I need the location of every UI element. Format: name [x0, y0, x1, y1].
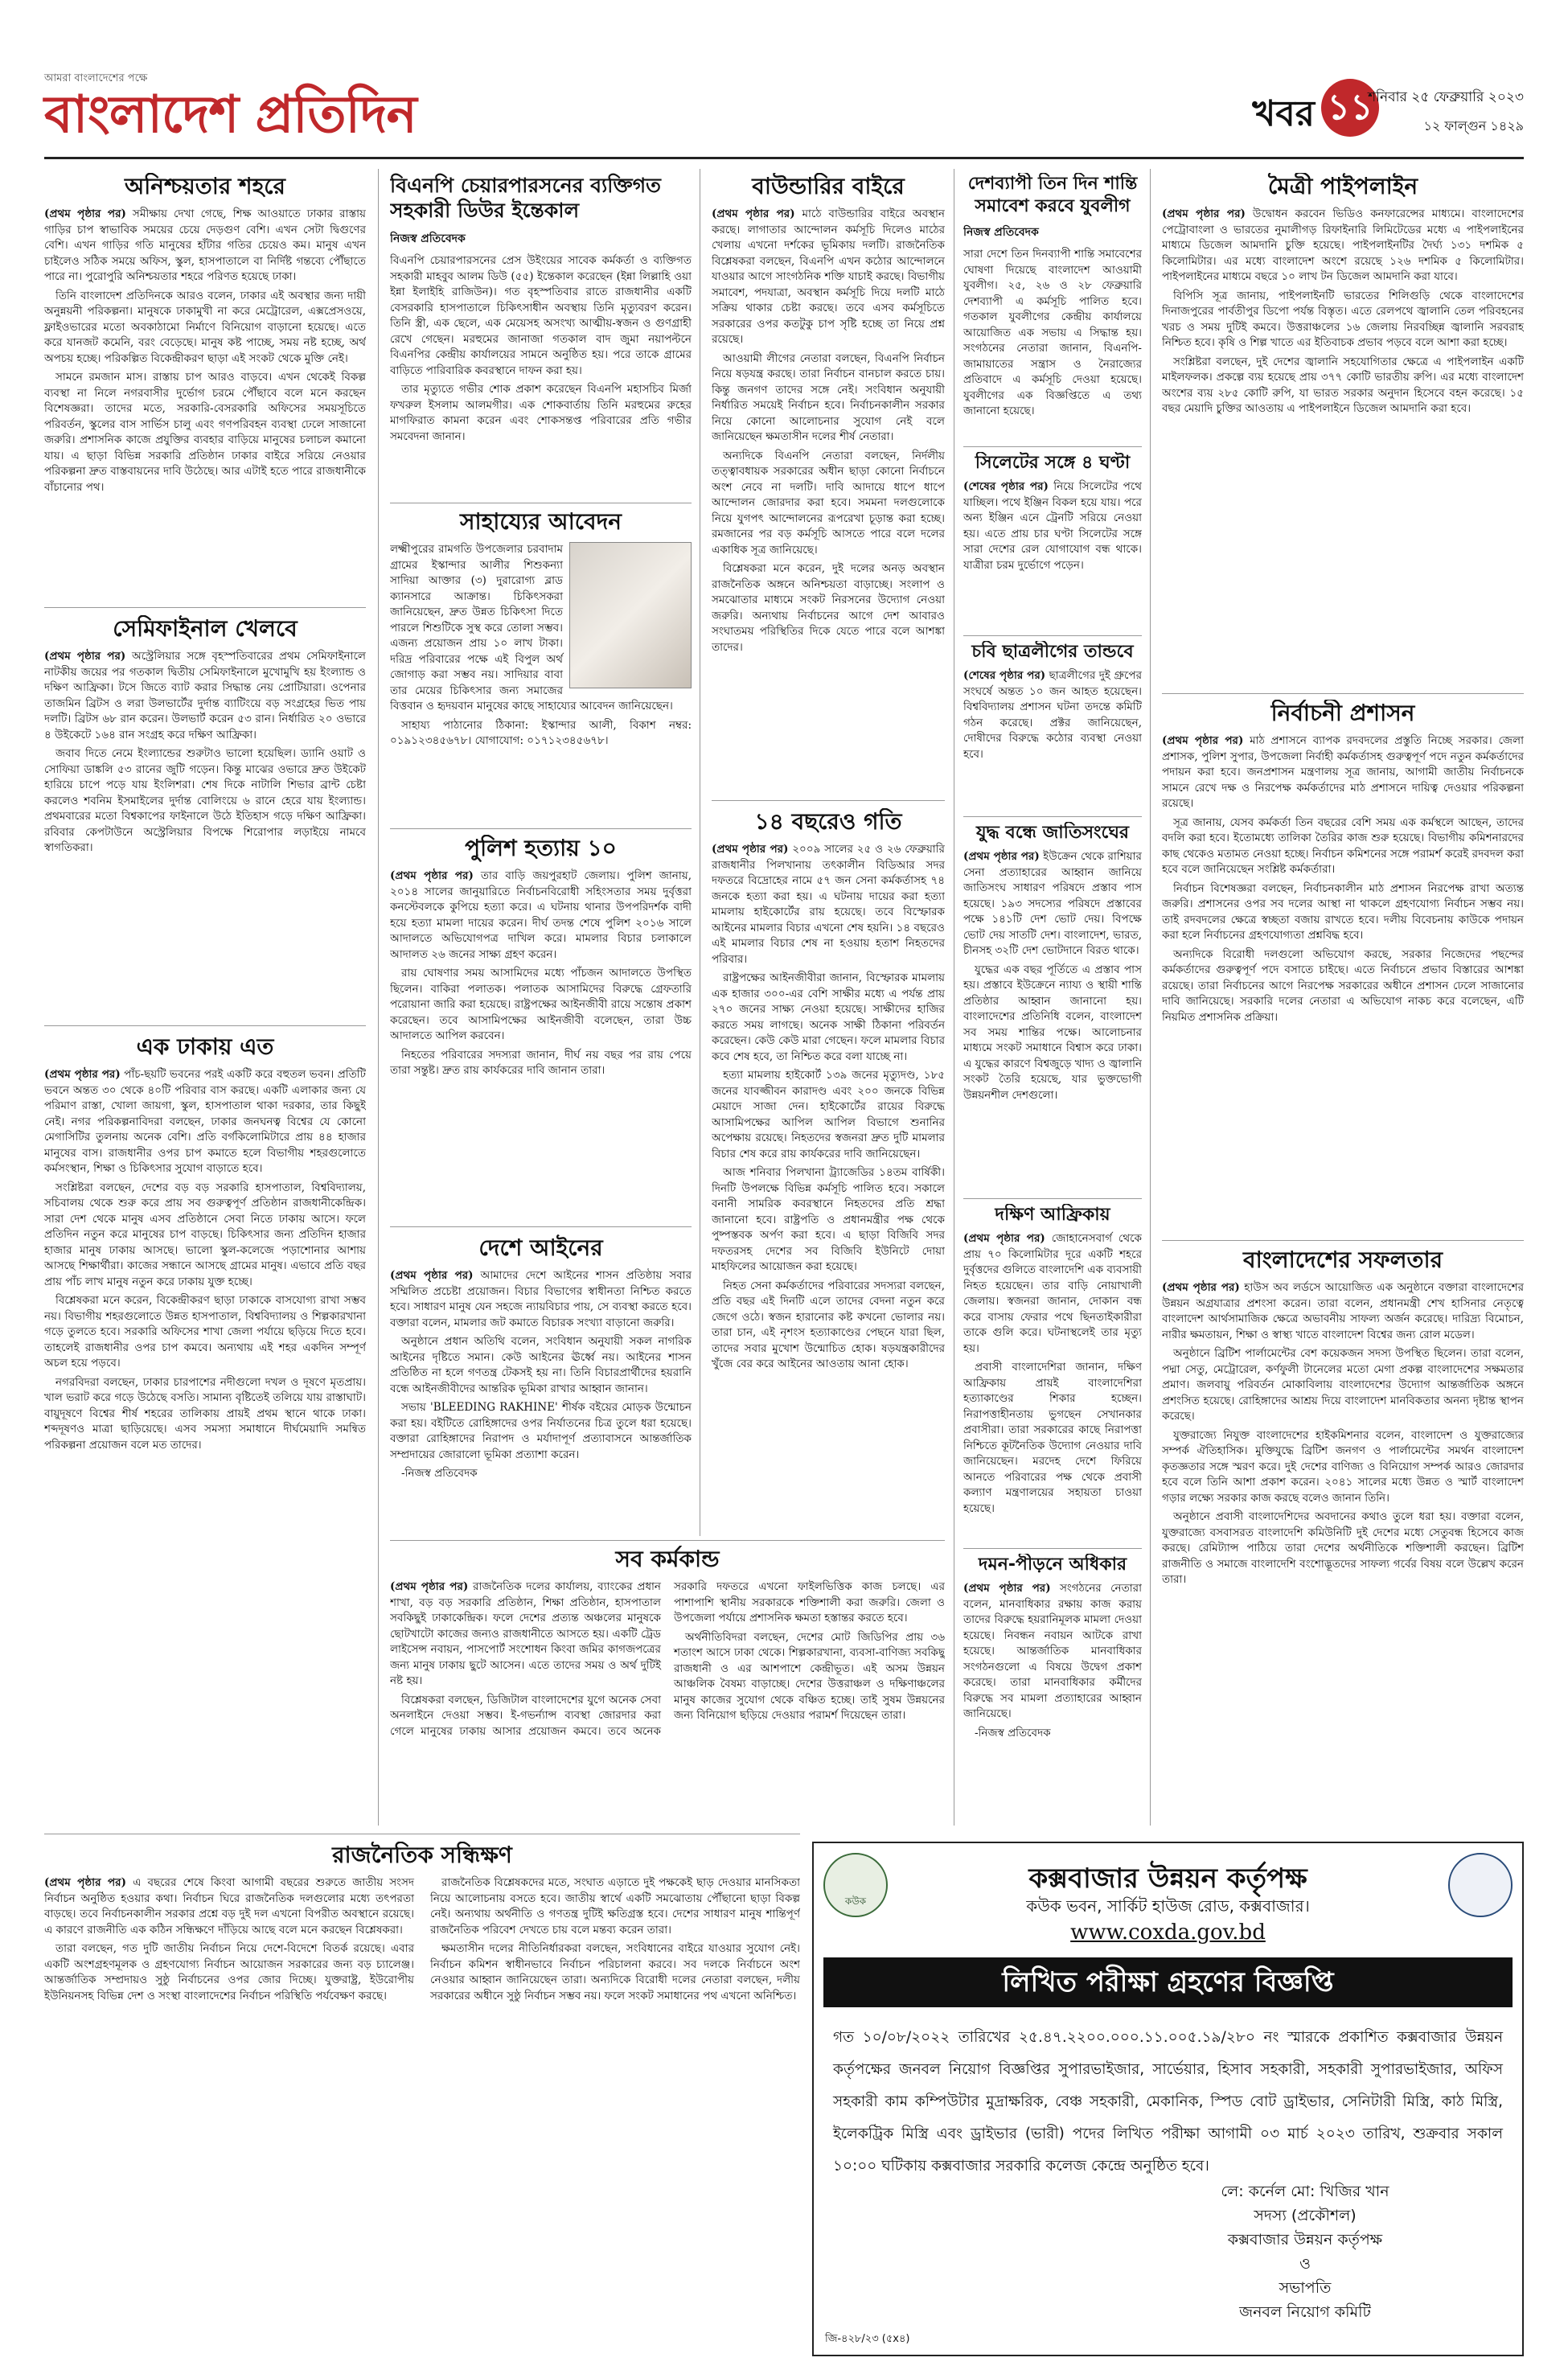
story-body	[963, 479, 1142, 573]
signatory-2-title: সভাপতি	[1279, 2279, 1332, 2297]
story-paragraph	[1162, 1428, 1524, 1507]
continuation-marker: (প্রথম পৃষ্ঠার পর)	[712, 843, 789, 856]
paragraph-text: নির্বাচন বিশেষজ্ঞরা বলছেন, নির্বাচনকালীন মাঠ প্রশাসন নিরপেক্ষ রাখা অত্যন্ত জরুরি। প্রশাসনের ওপর সব দলের আস্থা না থাকলে গ্রহণযোগ্য নির্বাচন সম্ভব নয়। তাই রদবদলের ক্ষেত্রে স্বচ্ছতা বজায় রাখতে হবে। দলীয় বিবেচনায় কাউকে পদায়ন করা হলে নির্বাচনের গ্রহণযোগ্যতা প্রশ্নবিদ্ধ হবে।	[1162, 881, 1524, 942]
paragraph-text: তারা বলছেন, গত দুটি জাতীয় নির্বাচন নিয়ে দেশে-বিদেশে বিতর্ক রয়েছে। এবার একটি অংশগ্রহণমূলক ও গ্রহণযোগ্য নির্বাচন আয়োজন সরকারের জন্য বড় চ্যালেঞ্জ। আন্তর্জাতিক সম্প্রদায়ও সুষ্ঠু নির্বাচনের ওপর জোর দিচ্ছে। যুক্তরাষ্ট্র, ইউরোপীয় ইউনিয়নসহ বিভিন্ন দেশ ও সংস্থা বাংলাদেশের নির্বাচন পরিস্থিতি পর্যবেক্ষণ করছে।	[44, 1942, 414, 2002]
continuation-marker: (প্রথম পৃষ্ঠার পর)	[390, 1269, 474, 1282]
paragraph-text: জবাব দিতে নেমে ইংল্যান্ডের শুরুটাও ভালো হয়েছিল। ড্যানি ওয়াট ও সোফিয়া ডাঙ্কলি ৫৩ রানের জুটি গড়েন। কিন্তু মাঝের ওভারে দ্রুত উইকেট হারিয়ে চাপে পড়ে যায় ইংলিশরা। শেষ দিকে নাটালি শিভার ব্রান্ট চেষ্টা করলেও শবনিম ইসমাইলের দুর্দান্ত বোলিংয়ে ৬ রানে হেরে যায় ইংল্যান্ড। প্রথমবারের মতো বিশ্বকাপের ফাইনালে উঠে ইতিহাস গড়ে দক্ষিণ আফ্রিকা। রবিবার কেপটাউনে অস্ট্রেলিয়ার বিপক্ষে শিরোপার লড়াইয়ে নামবে স্বাগতিকরা।	[44, 747, 366, 854]
story-separator	[44, 607, 366, 608]
paragraph-text: অনুষ্ঠানে প্রবাসী বাংলাদেশিদের অবদানের কথাও তুলে ধরা হয়। বক্তারা বলেন, যুক্তরাজ্যে বসবাসরত বাংলাদেশি কমিউনিটি দুই দেশের মধ্যে সেতুবন্ধ হিসেবে কাজ করছে। রেমিট্যান্স পাঠিয়ে তারা দেশের অর্থনীতিকে শক্তিশালী করছেন। ব্রিটিশ রাজনীতি ও সমাজে বাংলাদেশি বংশোদ্ভূতদের সাফল্য গর্বের বিষয় বলে উল্লেখ করেন তারা।	[1162, 1510, 1524, 1586]
story-jubo-league-rally	[963, 173, 1142, 438]
story-paragraph	[963, 849, 1142, 959]
story-paragraph	[963, 1581, 1142, 1723]
story-separator	[963, 635, 1142, 636]
story-paragraph	[390, 1334, 692, 1397]
paragraph-text: বিশ্লেষকরা মনে করেন, বিকেন্দ্রীকরণ ছাড়া ঢাকাকে বাসযোগ্য রাখা সম্ভব নয়। বিভাগীয় শহরগুলোতে উন্নত হাসপাতাল, বিশ্ববিদ্যালয় ও শিল্পকারখানা গড়ে তুলতে হবে। সরকারি অফিসের শাখা জেলা পর্যায়ে ছড়িয়ে দিতে হবে। তাহলেই রাজধানীর ওপর চাপ কমবে। অন্যথায় এই শহর একদিন সম্পূর্ণ অচল হয়ে পড়বে।	[44, 1294, 366, 1370]
paragraph-text: রাজনৈতিক বিশ্লেষকদের মতে, সংঘাত এড়াতে দুই পক্ষকেই ছাড় দেওয়ার মানসিকতা নিয়ে আলোচনায় বসতে হবে। জাতীয় স্বার্থে একটি সমঝোতায় পৌঁছানো ছাড়া বিকল্প নেই। অন্যথায় অর্থনীতি ও গণতন্ত্র দুটিই ক্ষতিগ্রস্ত হবে। দেশের সাধারণ মানুষ শান্তিপূর্ণ রাজনৈতিক পরিবেশ দেখতে চায় বলে মন্তব্য করেন তারা।	[430, 1876, 800, 1937]
ad-body: গত ১০/০৮/২০২২ তারিখের ২৫.৪৭.২২০০.০০০.১১.০০৫.১৯/২৮০ নং স্মারকে প্রকাশিত কক্সবাজার উন্নয়ন কর্তৃপক্ষের জনবল নিয়োগ বিজ্ঞপ্তির সুপারভাইজার, সার্ভেয়ার, হিসাব সহকারী, সহকারী সুপারভাইজার, অফিস সহকারী কাম কম্পিউটার মুদ্রাক্ষরিক, বেঞ্চ সহকারী, মেকানিক, স্পিড বোট ড্রাইভার, সেনিটারী মিস্ত্রি, কাঠ মিস্ত্রি, ইলেকট্রিক মিস্ত্রি এবং ড্রাইভার (ভারী) পদের লিখিত পরীক্ষা আগামী ০৩ মার্চ ২০২৩ তারিখ, শুক্রবার সকাল ১০:০০ ঘটিকায় কক্সবাজার সরকারি কলেজ কেন্দ্রে অনুষ্ঠিত হবে।	[833, 2029, 1503, 2175]
story-separator	[712, 800, 945, 801]
continuation-marker: (প্রথম পৃষ্ঠার পর)	[390, 869, 474, 882]
story-paragraph	[44, 746, 366, 856]
story-paragraph	[674, 1630, 945, 1724]
paragraph-text: অন্যদিকে বিরোধী দলগুলো অভিযোগ করছে, সরকার নিজেদের পছন্দের কর্মকর্তাদের গুরুত্বপূর্ণ পদে বসাতে চাইছে। এতে নির্বাচনে প্রভাব বিস্তারের আশঙ্কা রয়েছে। তারা নির্বাচনের আগে নিরপেক্ষ সরকারের অধীনে প্রশাসন ঢেলে সাজানোর দাবি জানিয়েছে। সরকারি দলের নেতারা এ অভিযোগ নাকচ করে বলেছেন, এটি নিয়মিত প্রশাসনিক প্রক্রিয়া।	[1162, 947, 1524, 1024]
story-sob-kormokando	[390, 1546, 945, 1823]
story-body	[963, 668, 1142, 762]
story-paragraph	[390, 382, 692, 445]
story-headline[interactable]: নির্বাচনী প্রশাসন	[1270, 700, 1415, 726]
paragraph-text: আওয়ামী লীগের নেতারা বলছেন, বিএনপি নির্বাচন নিয়ে ষড়যন্ত্র করছে। তারা নির্বাচন বানচাল করতে চায়। কিন্তু জনগণ তাদের সঙ্গে নেই। সংবিধান অনুযায়ী নির্ধারিত সময়েই নির্বাচন হবে। নির্বাচনকালীন সরকার নিয়ে কোনো আলোচনার সুযোগ নেই বলে জানিয়েছেন ক্ষমতাসীন দলের শীর্ষ নেতারা।	[712, 351, 945, 443]
story-paragraph	[390, 966, 692, 1045]
story-separator	[963, 816, 1142, 817]
paragraph-text: সংশ্লিষ্টরা বলছেন, দুই দেশের জ্বালানি সহযোগিতার ক্ষেত্রে এ পাইপলাইন একটি মাইলফলক। প্রকল্পে ব্যয় হয়েছে প্রায় ৩৭৭ কোটি ভারতীয় রুপি। এর মধ্যে বাংলাদেশ অংশের ব্যয় ২৮৫ কোটি রুপি, যা ভারত সরকার অনুদান হিসেবে বহন করেছে। ১৫ বছর মেয়াদি চুক্তির আওতায় এ পাইপলাইনে ডিজেল আমদানি করা হবে।	[1162, 355, 1524, 415]
story-headline[interactable]: চবি ছাত্রলীগের তান্ডবে	[971, 642, 1134, 662]
story-odhikar	[963, 1554, 1142, 1827]
paragraph-text: সামনে রমজান মাস। রাস্তায় চাপ আরও বাড়বে। এখন থেকেই বিকল্প ব্যবস্থা না নিলে নগরবাসীর দুর্ভোগ চরমে পৌঁছাবে বলে মনে করছেন বিশেষজ্ঞরা। তাদের মতে, সরকারি-বেসরকারি অফিসের সময়সূচিতে পরিবর্তন, স্কুলের বাস সার্ভিস চালু এবং গণপরিবহন ব্যবস্থা ঢেলে সাজানো জরুরি। প্রশাসনিক কাজে প্রযুক্তির ব্যবহার বাড়িয়ে মানুষের চলাচল কমানো যায়। এ ছাড়া বিভিন্ন সরকারি প্রতিষ্ঠান ঢাকার বাইরে সরিয়ে নেওয়ার পরিকল্পনা দ্রুত বাস্তবায়নের দাবি উঠেছে। আর এটাই হতে পারে রাজধানীকে বাঁচানোর পথ।	[44, 371, 366, 494]
story-paragraph	[963, 247, 1142, 420]
continuation-marker: (প্রথম পৃষ্ঠার পর)	[712, 207, 795, 220]
continuation-marker: (প্রথম পৃষ্ঠার পর)	[1162, 207, 1246, 220]
ad-code: জি-৪২৮/২৩ (৫x৪)	[825, 2333, 910, 2345]
story-paragraph	[1162, 1509, 1524, 1588]
story-bangladesh-success	[1162, 1247, 1524, 1826]
story-separator	[1162, 1240, 1524, 1241]
story-paragraph	[390, 1579, 661, 1690]
paragraph-text: অনুষ্ঠানে ব্রিটিশ পার্লামেন্টের বেশ কয়েকজন সদস্য উপস্থিত ছিলেন। তারা বলেন, পদ্মা সেতু, মেট্রোরেল, কর্ণফুলী টানেলের মতো মেগা প্রকল্প বাংলাদেশের সক্ষমতার প্রমাণ। জলবায়ু পরিবর্তন মোকাবিলায় বাংলাদেশের উদ্যোগ আন্তর্জাতিক অঙ্গনে প্রশংসিত হয়েছে। রোহিঙ্গাদের আশ্রয় দিয়ে বাংলাদেশ মানবিকতার অনন্য দৃষ্টান্ত স্থাপন করেছে।	[1162, 1347, 1524, 1423]
story-headline[interactable]: সিলেটের সঙ্গে ৪ ঘণ্টা	[975, 453, 1131, 473]
paragraph-text: সংশ্লিষ্টরা বলছেন, দেশের বড় বড় সরকারি হাসপাতাল, বিশ্ববিদ্যালয়, সচিবালয় থেকে শুরু করে প্রায় সব গুরুত্বপূর্ণ প্রতিষ্ঠান রাজধানীকেন্দ্রিক। সারা দেশ থেকে মানুষ এসব প্রতিষ্ঠানে সেবা নিতে ঢাকায় আসে। ফলে প্রতিদিন নতুন করে মানুষের চাপ বাড়ছে। চিকিৎসার জন্য প্রতিদিন হাজার হাজার মানুষ ঢাকায় আসছে। ভালো স্কুল-কলেজে পড়াশোনার আশায় আসছে শিক্ষার্থীরা। কাজের সন্ধানে আসছে গ্রামের মানুষ। এভাবে প্রতি বছর প্রায় পাঁচ লাখ মানুষ নতুন করে ঢাকায় যুক্ত হচ্ছে।	[44, 1181, 366, 1288]
ad-website-link[interactable]: www.coxda.gov.bd	[1070, 1920, 1266, 1945]
paragraph-text: যুদ্ধের এক বছর পূর্তিতে এ প্রস্তাব পাস হয়। প্রস্তাবে ইউক্রেনে ন্যায্য ও স্থায়ী শান্তি প্রতিষ্ঠার আহ্বান জানানো হয়। বাংলাদেশের প্রতিনিধি বলেন, বাংলাদেশ সব সময় শান্তির পক্ষে। আলোচনার মাধ্যমে সংকট সমাধানে বিশ্বাস করে ঢাকা। এ যুদ্ধের কারণে বিশ্বজুড়ে খাদ্য ও জ্বালানি সংকট তৈরি হয়েছে, যার ভুক্তভোগী উন্নয়নশীল দেশগুলো।	[963, 963, 1142, 1102]
story-body	[963, 247, 1142, 420]
paragraph-text: বিএনপি চেয়ারপারসনের প্রেস উইংয়ের সাবেক কর্মকর্তা ও ব্যক্তিগত সহকারী মাহবুব আলম ডিউ (৫৫) ইন্তেকাল করেছেন (ইন্না লিল্লাহি ওয়া ইন্না ইলাইহি রাজিউন)। গত বৃহস্পতিবার রাতে রাজধানীর একটি বেসরকারি হাসপাতালে চিকিৎসাধীন অবস্থায় তিনি মৃত্যুবরণ করেন। তিনি স্ত্রী, এক ছেলে, এক মেয়েসহ অসংখ্য আত্মীয়-স্বজন ও গুণগ্রাহী রেখে গেছেন। মরহুমের জানাজা গতকাল বাদ জুমা নয়াপল্টনে বিএনপির কেন্দ্রীয় কার্যালয়ের সামনে অনুষ্ঠিত হয়। পরে তাকে গ্রামের বাড়িতে পারিবারিক কবরস্থানে দাফন করা হয়।	[390, 254, 692, 377]
continuation-marker: (প্রথম পৃষ্ঠার পর)	[1162, 1281, 1240, 1294]
story-paragraph	[44, 370, 366, 495]
story-cu-chhatraleague	[963, 641, 1142, 810]
paragraph-text: তার বাড়ি জয়পুরহাট জেলায়। পুলিশ জানায়, ২০১৪ সালের জানুয়ারিতে নির্বাচনবিরোধী সহিংসতার সময় দুর্বৃত্তরা কনস্টেবলকে কুপিয়ে হত্যা করে। এ ঘটনায় থানার উপপরিদর্শক বাদী হয়ে হত্যা মামলা দায়ের করেন। দীর্ঘ তদন্ত শেষে পুলিশ ২০১৬ সালে আদালতে অভিযোগপত্র দাখিল করে। মামলার বিচার চলাকালে আদালত ২৬ জনের সাক্ষ্য গ্রহণ করেন।	[390, 869, 692, 961]
paragraph-text: নিহতের পরিবারের সদস্যরা জানান, দীর্ঘ নয় বছর পর রায় পেয়ে তারা সন্তুষ্ট। দ্রুত রায় কার্যকরের দাবি জানান তারা।	[390, 1048, 692, 1077]
paragraph-text: ক্ষমতাসীন দলের নীতিনির্ধারকরা বলছেন, সংবিধানের বাইরে যাওয়ার সুযোগ নেই। নির্বাচন কমিশন স্বাধীনভাবে নির্বাচন পরিচালনা করবে। সব দলকে নির্বাচনে অংশ নেওয়ার আহ্বান জানিয়েছেন তারা। অন্যদিকে বিরোধী দলের নেতারা বলছেন, দলীয় সরকারের অধীনে সুষ্ঠু নির্বাচন সম্ভব নয়। ফলে সংকট সমাধানের পথ এখনো অনিশ্চিত।	[430, 1942, 800, 2002]
story-separator	[963, 1548, 1142, 1549]
paragraph-text: রায় ঘোষণার সময় আসামিদের মধ্যে পাঁচজন আদালতে উপস্থিত ছিলেন। বাকিরা পলাতক। পলাতক আসামিদের বিরুদ্ধে গ্রেফতারি পরোয়ানা জারি করা হয়েছে। রাষ্ট্রপক্ষের আইনজীবী রায়ে সন্তোষ প্রকাশ করেছেন। তবে আসামিপক্ষের আইনজীবী বলেছেন, তারা উচ্চ আদালতে আপিল করবেন।	[390, 967, 692, 1042]
story-body	[1162, 1280, 1524, 1588]
paragraph-text: ২০০৯ সালের ২৫ ও ২৬ ফেব্রুয়ারি রাজধানীর পিলখানায় তৎকালীন বিডিআর সদর দফতরে বিদ্রোহের নামে ৫৭ জন সেনা কর্মকর্তাসহ ৭৪ জনকে হত্যা করা হয়। এ ঘটনায় দায়ের করা হত্যা মামলায় হাইকোর্টের রায় হয়েছে। তবে বিস্ফোরক আইনের মামলার বিচার এখনো শেষ হয়নি। ১৪ বছরেও এই মামলার বিচার শেষ না হওয়ায় হতাশ নিহতদের পরিবার।	[712, 843, 945, 966]
newspaper-logo[interactable]: বাংলাদেশ প্রতিদিন	[44, 85, 417, 145]
paragraph-text: মাঠ প্রশাসনে ব্যাপক রদবদলের প্রস্তুতি নিচ্ছে সরকার। জেলা প্রশাসক, পুলিশ সুপার, উপজেলা নির্বাহী কর্মকর্তাসহ গুরুত্বপূর্ণ পদে নতুন কর্মকর্তাদের পদায়ন করা হবে। জনপ্রশাসন মন্ত্রণালয় সূত্র জানায়, আগামী জাতীয় নির্বাচনকে সামনে রেখে দক্ষ ও নিরপেক্ষ কর্মকর্তাদের মাঠ প্রশাসনে দায়িত্ব দেওয়ার পরিকল্পনা রয়েছে।	[1162, 734, 1524, 810]
story-headline[interactable]: মৈত্রী পাইপলাইন	[1267, 173, 1418, 199]
paragraph-text: হত্যা মামলায় হাইকোর্ট ১৩৯ জনের মৃত্যুদণ্ড, ১৮৫ জনের যাবজ্জীবন কারাদণ্ড এবং ২০০ জনকে বিভিন্ন মেয়াদে সাজা দেন। হাইকোর্টের রায়ের বিরুদ্ধে আসামিপক্ষের আপিল আপিল বিভাগে শুনানির অপেক্ষায় রয়েছে। নিহতদের স্বজনরা দ্রুত দুটি মামলার বিচার শেষ করে রায় কার্যকরের দাবি জানিয়েছেন।	[712, 1069, 945, 1160]
story-semifinal	[44, 615, 366, 1017]
paragraph-text: প্রবাসী বাংলাদেশিরা জানান, দক্ষিণ আফ্রিকায় প্রায়ই বাংলাদেশিরা হত্যাকাণ্ডের শিকার হচ্ছেন। নিরাপত্তাহীনতায় ভুগছেন সেখানকার প্রবাসীরা। তারা সরকারের কাছে নিরাপত্তা নিশ্চিতে কূটনৈতিক উদ্যোগ নেওয়ার দাবি জানিয়েছেন। মরদেহ দেশে ফিরিয়ে আনতে পরিবারের পক্ষ থেকে প্রবাসী কল্যাণ মন্ত্রণালয়ের সহায়তা চাওয়া হয়েছে।	[963, 1361, 1142, 1515]
story-paragraph	[712, 351, 945, 446]
paragraph-text: হাউস অব লর্ডসে আয়োজিত এক অনুষ্ঠানে বক্তারা বাংলাদেশের উন্নয়ন অগ্রযাত্রার প্রশংসা করেন। তারা বলেন, প্রধানমন্ত্রী শেখ হাসিনার নেতৃত্বে বাংলাদেশ আর্থসামাজিক ক্ষেত্রে অভাবনীয় সাফল্য অর্জন করেছে। দারিদ্র্য বিমোচন, নারীর ক্ষমতায়ন, শিক্ষা ও স্বাস্থ্য খাতে বাংলাদেশ বিশ্বের জন্য রোল মডেল।	[1162, 1281, 1524, 1341]
continuation-marker: (শেষের পৃষ্ঠার পর)	[963, 669, 1046, 682]
paragraph-text: ইউক্রেন থেকে রাশিয়ার সেনা প্রত্যাহারের আহ্বান জানিয়ে জাতিসংঘ সাধারণ পরিষদে প্রস্তাব পাস হয়েছে। ১৯৩ সদস্যের পরিষদে প্রস্তাবের পক্ষে ১৪১টি দেশ ভোট দেয়। বিপক্ষে ভোট দেয় সাতটি দেশ। বাংলাদেশ, ভারত, চীনসহ ৩২টি দেশ ভোটদানে বিরত থাকে।	[963, 850, 1142, 957]
paragraph-text: মাঠে বাউন্ডারির বাইরে অবস্থান করছে। লাগাতার আন্দোলন কর্মসূচি দিলেও মাঠের খেলায় এখনো দর্শকের ভূমিকায় দলটি। রাজনৈতিক বিশ্লেষকরা বলছেন, বিএনপি এখন কঠোর আন্দোলনে যাওয়ার আগে সাংগঠনিক শক্তি যাচাই করছে। বিভাগীয় সমাবেশ, পদযাত্রা, অবস্থান কর্মসূচি দিয়ে দলটি মাঠে সক্রিয় থাকার চেষ্টা করছে। তবে এসব কর্মসূচিতে সরকারের ওপর কতটুকু চাপ সৃষ্টি হচ্ছে তা নিয়ে প্রশ্ন রয়েছে।	[712, 207, 945, 346]
story-paragraph	[1162, 1346, 1524, 1425]
paragraph-text: জোহানেসবার্গ থেকে প্রায় ৭০ কিলোমিটার দূরে একটি শহরে দুর্বৃত্তদের গুলিতে বাংলাদেশি এক ব্যবসায়ী নিহত হয়েছেন। তার বাড়ি নোয়াখালী জেলায়। স্বজনরা জানান, দোকান বন্ধ করে বাসায় ফেরার পথে ছিনতাইকারীরা তাকে গুলি করে। ঘটনাস্থলেই তার মৃত্যু হয়।	[963, 1232, 1142, 1355]
story-headline[interactable]: পুলিশ হত্যায় ১০	[465, 835, 617, 861]
column-divider	[1150, 169, 1151, 1826]
paragraph-text: অন্যদিকে বিএনপি নেতারা বলছেন, নির্দলীয় তত্ত্বাবধায়ক সরকারের অধীন ছাড়া কোনো নির্বাচনে অংশ নেবে না দলটি। দাবি আদায়ে ধাপে ধাপে আন্দোলন জোরদার করা হবে। সমমনা দলগুলোকে নিয়ে যুগপৎ আন্দোলনের রূপরেখা চূড়ান্ত করা হচ্ছে। রমজানের পর বড় কর্মসূচি আসতে পারে বলে দলের একাধিক সূত্র জানিয়েছে।	[712, 449, 945, 557]
coxda-advertisement	[812, 1842, 1524, 2356]
story-body	[44, 1875, 800, 2007]
ad-signatory-1	[1136, 2179, 1474, 2324]
signatory-2-committee: জনবল নিয়োগ কমিটি	[1239, 2303, 1371, 2321]
story-14-bochoreo-goti	[712, 808, 945, 1536]
story-police-murder	[390, 835, 692, 1221]
story-paragraph	[963, 1231, 1142, 1357]
story-paragraph	[712, 449, 945, 559]
story-south-africa	[963, 1204, 1142, 1542]
story-paragraph	[963, 668, 1142, 762]
story-paragraph	[712, 1068, 945, 1162]
story-bnp-dew-obituary	[390, 173, 692, 495]
story-separator	[44, 1025, 366, 1026]
date-gregorian: শনিবার ২৫ ফেব্রুয়ারি ২০২৩	[1368, 89, 1524, 105]
story-body	[712, 207, 945, 655]
story-byline: নিজস্ব প্রতিবেদক	[963, 226, 1039, 239]
story-paragraph	[430, 1941, 800, 2004]
story-separator	[963, 446, 1142, 447]
story-body	[44, 649, 366, 856]
story-headline[interactable]: যুদ্ধ বন্ধে জাতিসংঘের	[975, 823, 1130, 843]
paragraph-text: সংগঠনের নেতারা বলেন, মানবাধিকার রক্ষায় কাজ করায় তাদের বিরুদ্ধে হয়রানিমূলক মামলা দেওয়া হয়েছে। নিবন্ধন নবায়ন আটকে রাখা হয়েছে। আন্তর্জাতিক মানবাধিকার সংগঠনগুলো এ বিষয়ে উদ্বেগ প্রকাশ করেছে। তারা মানবাধিকার কর্মীদের বিরুদ্ধে সব মামলা প্রত্যাহারের আহ্বান জানিয়েছে।	[963, 1582, 1142, 1720]
story-headline[interactable]: দমন-পীড়নে অধিকার	[978, 1555, 1127, 1575]
date-bangla: ১২ ফাল্গুন ১৪২৯	[1423, 118, 1524, 133]
story-rajnoitik-sondhikkhon	[44, 1842, 800, 2356]
story-paragraph	[44, 1875, 414, 1938]
story-paragraph	[390, 1400, 692, 1463]
paragraph-text: নিয়ে সিলেটের পথে যাচ্ছিল। পথে ইঞ্জিন বিকল হয়ে যায়। পরে অন্য ইঞ্জিন এনে ট্রেনটি সরিয়ে নেওয়া হয়। এতে প্রায় চার ঘণ্টা সিলেটের সঙ্গে সারা দেশের রেল যোগাযোগ বন্ধ থাকে। যাত্রীরা চরম দুর্ভোগে পড়েন।	[963, 480, 1142, 572]
story-body	[712, 842, 945, 1373]
paragraph-text: যুক্তরাজ্যে নিযুক্ত বাংলাদেশের হাইকমিশনার বলেন, বাংলাদেশ ও যুক্তরাজ্যের সম্পর্ক ঐতিহাসিক। মুক্তিযুদ্ধে ব্রিটিশ জনগণ ও পার্লামেন্টের সমর্থন বাংলাদেশ কৃতজ্ঞতার সঙ্গে স্মরণ করে। দুই দেশের বাণিজ্য ও বিনিয়োগ সম্পর্ক আরও জোরদার হবে বলে তিনি আশা প্রকাশ করেন। ২০৪১ সালের মধ্যে উন্নত ও স্মার্ট বাংলাদেশ গড়ার লক্ষ্যে সরকার কাজ করছে বলেও জানান তিনি।	[1162, 1428, 1524, 1505]
paragraph-text: -নিজস্ব প্রতিবেদক	[975, 1726, 1051, 1739]
ad-organization: কক্সবাজার উন্নয়ন কর্তৃপক্ষ	[1028, 1863, 1307, 1895]
story-paragraph	[963, 963, 1142, 1104]
story-paragraph	[712, 971, 945, 1065]
paragraph-text: সমীক্ষায় দেখা গেছে, শিক্ষ আওয়াতে ঢাকার রাস্তায় গাড়ির চাপ স্বাভাবিক সময়ের চেয়ে দেড়গুণ বেশি। এখন সেটা দ্বিগুণের বেশি। এখন গাড়ির গতি মানুষের হাঁটার গতির চেয়েও কম। মানুষ এখন চাইলেও সঠিক সময়ে অফিস, স্কুল, হাসপাতালে বা নির্দিষ্ট গন্তব্যে পৌঁছাতে পারে না। পুরোপুরি অনিশ্চয়তার শহরে পরিণত হয়েছে ঢাকা।	[44, 207, 366, 283]
story-paragraph	[390, 253, 692, 379]
story-headline[interactable]: রাজনৈতিক সন্ধিক্ষণ	[332, 1842, 512, 1868]
continuation-marker: (প্রথম পৃষ্ঠার পর)	[963, 1582, 1051, 1595]
continuation-marker: (প্রথম পৃষ্ঠার পর)	[44, 207, 126, 220]
story-paragraph	[1162, 289, 1524, 351]
story-paragraph	[1162, 815, 1524, 878]
masthead-tagline: আমরা বাংলাদেশের পক্ষে	[44, 72, 148, 84]
story-headline[interactable]: অনিশ্চয়তার শহরে	[125, 173, 285, 199]
story-headline[interactable]: বাংলাদেশের সফলতার	[1242, 1247, 1443, 1273]
story-headline[interactable]: সাহায্যের আবেদন	[459, 508, 622, 535]
story-deshe-ainer	[390, 1234, 692, 1532]
ad-address: কউক ভবন, সার্কিট হাউজ রোড, কক্সবাজার।	[1026, 1896, 1310, 1916]
paragraph-text: ছাত্রলীগের দুই গ্রুপের সংঘর্ষে অন্তত ১০ জন আহত হয়েছেন। বিশ্ববিদ্যালয় প্রশাসন ঘটনা তদন্তে কমিটি গঠন করেছে। প্রক্টর জানিয়েছেন, দোষীদের বিরুদ্ধে কঠোর ব্যবস্থা নেওয়া হবে।	[963, 669, 1142, 761]
child-photo	[569, 542, 692, 688]
story-paragraph	[44, 1941, 414, 2004]
story-headline[interactable]: সব কর্মকান্ড	[615, 1546, 720, 1572]
continuation-marker: (প্রথম পৃষ্ঠার পর)	[390, 1580, 469, 1593]
story-un-war-resolution	[963, 822, 1142, 1192]
continuation-marker: (প্রথম পৃষ্ঠার পর)	[44, 1068, 121, 1081]
story-paragraph	[712, 561, 945, 655]
story-boundaryr-baire	[712, 173, 945, 792]
story-body	[390, 869, 692, 1079]
story-paragraph	[963, 1726, 1142, 1742]
story-headline[interactable]: বিএনপি চেয়ারপারসনের ব্যক্তিগত সহকারী ডিউর ইন্তেকাল	[390, 174, 661, 222]
paragraph-text: বিশ্লেষকরা বলছেন, ডিজিটাল বাংলাদেশের যুগে অনেক সেবা অনলাইনে দেওয়া সম্ভব। ই-গভর্ন্যান্স ব্যবস্থা জোরদার করা গেলে মানুষের ঢাকায় আসার প্রয়োজন কমবে। তবে অনেক সরকারি দফতরে এখনো ফাইলভিত্তিক কাজ চলছে। এর পাশাপাশি স্থানীয় সরকারকে শক্তিশালী করা জরুরি। জেলা ও উপজেলা পর্যায়ে প্রশাসনিক ক্ষমতা হস্তান্তর করতে হবে।	[390, 1580, 945, 1738]
paragraph-text: উদ্বোধন করবেন ভিডিও কনফারেন্সের মাধ্যমে। বাংলাদেশের পেট্রোবাংলা ও ভারতের নুমালীগড় রিফাইনারি লিমিটেডের মধ্যে এ পাইপলাইনের মাধ্যমে ডিজেল আমদানি চুক্তি হয়েছে। পাইপলাইনটির দৈর্ঘ্য ১৩১ দশমিক ৫ কিলোমিটার। এর মধ্যে বাংলাদেশ অংশে রয়েছে ১২৬ দশমিক ৫ কিলোমিটার। পাইপলাইনের মাধ্যমে বছরে ১০ লাখ টন ডিজেল আমদানি করা যাবে।	[1162, 207, 1524, 283]
story-paragraph	[430, 1875, 800, 1938]
paragraph-text: পাঁচ-ছয়টি ভবনের পরই একটি করে বহুতল ভবন। প্রতিটি ভবনে অন্তত ৩০ থেকে ৪০টি পরিবার বাস করছে। একটি এলাকার জন্য যে পরিমাণ রাস্তা, খোলা জায়গা, স্কুল, হাসপাতাল থাকা দরকার, তার কিছুই নেই। নগর পরিকল্পনাবিদরা বলছেন, ঢাকার জনঘনত্ব বিশ্বের যে কোনো মেগাসিটির তুলনায় অনেক বেশি। প্রতি বর্গকিলোমিটারে প্রায় ৪৪ হাজার মানুষের বাস। রাজধানীর ওপর চাপ কমাতে হলে বিভাগীয় শহরগুলোতে কর্মসংস্থান, শিক্ষা ও চিকিৎসার সুযোগ বাড়াতে হবে।	[44, 1068, 366, 1175]
story-paragraph	[390, 1048, 692, 1079]
story-paragraph	[390, 1268, 692, 1331]
column-divider	[378, 169, 379, 1826]
story-body	[390, 1579, 945, 1739]
paragraph-text: বিশ্লেষকরা মনে করেন, দুই দলের অনড় অবস্থান রাজনৈতিক অঙ্গনে অনিশ্চয়তা বাড়াচ্ছে। সংলাপ ও সমঝোতার মাধ্যমে সংকট নিরসনের উদ্যোগ নেওয়া জরুরি। অন্যথায় নির্বাচনের আগে দেশ আবারও সংঘাতময় পরিস্থিতির দিকে যেতে পারে বলে আশঙ্কা তাদের।	[712, 562, 945, 654]
paragraph-text: লক্ষ্মীপুরের রামগতি উপজেলার চরবাদাম গ্রামের ইস্কান্দার আলীর শিশুকন্যা সাদিয়া আক্তার (৩) দুরারোগ্য ব্লাড ক্যানসারে আক্রান্ত। চিকিৎসকরা জানিয়েছেন, দ্রুত উন্নত চিকিৎসা দিতে পারলে শিশুটিকে সুস্থ করে তোলা সম্ভব। এজন্য প্রয়োজন প্রায় ১০ লাখ টাকা। দরিদ্র পরিবারের পক্ষে এই বিপুল অর্থ জোগাড় করা সম্ভব নয়। সাদিয়ার বাবা তার মেয়ের চিকিৎসার জন্য সমাজের বিত্তবান ও হৃদয়বান মানুষের কাছে সাহায্যের আবেদন জানিয়েছেন।	[390, 543, 673, 713]
paragraph-text: তিনি বাংলাদেশ প্রতিদিনকে আরও বলেন, ঢাকার এই অবস্থার জন্য দায়ী অনুন্নয়নী পরিকল্পনা। মানুষকে ঢাকামুখী না করে মেট্রোরেল, এক্সপ্রেসওয়ে, ফ্লাইওভারের মতো অবকাঠামো নির্মাণে বিনিয়োগ বাড়ানো হয়েছে। এতে করে যানজট কমেনি, বরং বেড়েছে। মানুষ কষ্ট পাচ্ছে, সময় নষ্ট হচ্ছে, অর্থ অপচয় হচ্ছে। পরিকল্পিত বিকেন্দ্রীকরণ ছাড়া এই সংকট থেকে মুক্তি নেই।	[44, 289, 366, 365]
story-paragraph	[44, 207, 366, 285]
paragraph-text: অর্থনীতিবিদরা বলছেন, দেশের মোট জিডিপির প্রায় ৩৬ শতাংশ আসে ঢাকা থেকে। শিল্পকারখানা, ব্যবসা-বাণিজ্য সবকিছু রাজধানী ও এর আশপাশে কেন্দ্রীভূত। এই অসম উন্নয়ন আঞ্চলিক বৈষম্য বাড়াচ্ছে। দেশের উত্তরাঞ্চল ও দক্ষিণাঞ্চলের মানুষ কাজের সুযোগ থেকে বঞ্চিত হচ্ছে। তাই সুষম উন্নয়নের জন্য বিনিয়োগ ছড়িয়ে দেওয়ার পরামর্শ দিয়েছেন তারা।	[674, 1630, 945, 1722]
section-label: খবর	[1252, 93, 1315, 134]
story-paragraph	[963, 1360, 1142, 1517]
story-onischoyotar-shohore	[44, 173, 366, 599]
story-body	[963, 1581, 1142, 1741]
story-paragraph	[712, 842, 945, 967]
story-nirbachoni-proshason	[1162, 700, 1524, 1234]
paragraph-text: রাজনৈতিক দলের কার্যালয়, ব্যাংকের প্রধান শাখা, বড় বড় সরকারি প্রতিষ্ঠান, শিক্ষা প্রতিষ্ঠান, হাসপাতাল সবকিছুই ঢাকাকেন্দ্রিক। ফলে দেশের প্রত্যন্ত অঞ্চলের মানুষকে ছোটখাটো কাজের জন্যও রাজধানীতে আসতে হয়। একটি ট্রেড লাইসেন্স নবায়ন, পাসপোর্ট সংশোধন কিংবা জমির কাগজপত্রের জন্য মানুষ ঢাকায় ছুটে আসেন। এতে তাদের সময় ও অর্থ দুটিই নষ্ট হয়।	[390, 1580, 661, 1687]
story-headline[interactable]: দেশব্যাপী তিন দিন শান্তি সমাবেশ করবে যুবলীগ	[967, 174, 1138, 216]
coxda-emblem-label: কউক	[844, 1896, 867, 1907]
continuation-marker: (প্রথম পৃষ্ঠার পর)	[44, 650, 126, 663]
story-ek-dhakay-eto	[44, 1033, 366, 1826]
story-headline[interactable]: সেমিফাইনাল খেলবে	[113, 615, 298, 642]
paragraph-text: অনুষ্ঠানে প্রধান অতিথি বলেন, সংবিধান অনুযায়ী সকল নাগরিক আইনের দৃষ্টিতে সমান। কেউ আইনের ঊর্ধ্বে নয়। আইনের শাসন প্রতিষ্ঠিত না হলে গণতন্ত্র টেকসই হয় না। তিনি বিচারপ্রার্থীদের হয়রানি বন্ধে আইনজীবীদের আন্তরিক ভূমিকা রাখার আহ্বান জানান।	[390, 1335, 692, 1395]
story-paragraph	[390, 718, 692, 750]
story-separator	[963, 1198, 1142, 1199]
signatory-designation: সদস্য (প্রকৌশল)	[1254, 2207, 1357, 2224]
masthead-rule	[44, 157, 1524, 159]
story-paragraph	[712, 1279, 945, 1373]
story-body	[44, 207, 366, 495]
paragraph-text: -নিজস্ব প্রতিবেদক	[401, 1467, 478, 1480]
continuation-marker: (প্রথম পৃষ্ঠার পর)	[1162, 734, 1244, 747]
story-sylhet-4-hours	[963, 452, 1142, 629]
story-paragraph	[44, 1375, 366, 1454]
story-separator	[390, 1540, 945, 1541]
story-paragraph	[1162, 207, 1524, 285]
story-body	[963, 1231, 1142, 1517]
paragraph-text: আজ শনিবার পিলখানা ট্র্যাজেডির ১৪তম বার্ষিকী। দিনটি উপলক্ষে বিভিন্ন কর্মসূচি পালিত হবে। সকালে বনানী সামরিক কবরস্থানে নিহতদের প্রতি শ্রদ্ধা জানানো হবে। রাষ্ট্রপতি ও প্রধানমন্ত্রীর পক্ষ থেকে পুষ্পস্তবক অর্পণ করা হবে। এ ছাড়া বিজিবি সদর দফতরসহ দেশের সব বিজিবি ইউনিটে দোয়া মাহফিলের আয়োজন করা হয়েছে।	[712, 1166, 945, 1273]
paragraph-text: বিপিসি সূত্র জানায়, পাইপলাইনটি ভারতের শিলিগুড়ি থেকে বাংলাদেশের দিনাজপুরের পার্বতীপুর ডিপো পর্যন্ত বিস্তৃত। এতে রেলপথে জ্বালানি তেল পরিবহনের খরচ ও সময় দুটিই কমবে। উত্তরাঞ্চলের ১৬ জেলায় নিরবচ্ছিন্ন জ্বালানি সরবরাহ নিশ্চিত হবে। কৃষি ও শিল্প খাতে এর ইতিবাচক প্রভাব পড়বে বলে আশা করা হচ্ছে।	[1162, 289, 1524, 349]
story-byline: নিজস্ব প্রতিবেদক	[390, 232, 466, 245]
story-paragraph	[1162, 355, 1524, 417]
story-headline[interactable]: বাউন্ডারির বাইরে	[752, 173, 905, 199]
story-paragraph	[390, 869, 692, 963]
story-moitri-pipeline	[1162, 173, 1524, 688]
story-paragraph	[44, 1293, 366, 1372]
continuation-marker: (প্রথম পৃষ্ঠার পর)	[963, 1232, 1045, 1245]
signatory-connector: ও	[1299, 2255, 1311, 2273]
page-number-badge: ১১	[1321, 79, 1379, 137]
paragraph-text: তার মৃত্যুতে গভীর শোক প্রকাশ করেছেন বিএনপি মহাসচিব মির্জা ফখরুল ইসলাম আলমগীর। এক শোকবার্তায় তিনি মরহুমের রুহের মাগফিরাত কামনা করেন এবং শোকসন্তপ্ত পরিবারের প্রতি গভীর সমবেদনা জানান।	[390, 383, 692, 443]
story-paragraph	[44, 649, 366, 743]
story-separator	[1162, 693, 1524, 694]
paragraph-text: এ বছরের শেষে কিংবা আগামী বছরের শুরুতে জাতীয় সংসদ নির্বাচন অনুষ্ঠিত হওয়ার কথা। নির্বাচন ঘিরে রাজনৈতিক দলগুলোর মধ্যে তৎপরতা বাড়ছে। তবে নির্বাচনকালীন সরকার প্রশ্নে বড় দুই দল এখনো বিপরীত অবস্থানে রয়েছে। এ কারণে রাজনীতি এক কঠিন সন্ধিক্ষণে দাঁড়িয়ে আছে বলে মনে করছেন বিশ্লেষকরা।	[44, 1876, 414, 1937]
paragraph-text: সারা দেশে তিন দিনব্যাপী শান্তি সমাবেশের ঘোষণা দিয়েছে বাংলাদেশ আওয়ামী যুবলীগ। ২৫, ২৬ ও ২৮ ফেব্রুয়ারি দেশব্যাপী এ কর্মসূচি পালিত হবে। গতকাল যুবলীগের কেন্দ্রীয় কার্যালয়ে আয়োজিত এক সভায় এ সিদ্ধান্ত হয়। সংগঠনের নেতারা জানান, বিএনপি-জামায়াতের সন্ত্রাস ও নৈরাজ্যের প্রতিবাদে এ কর্মসূচি দেওয়া হয়েছে। যুবলীগের এক বিজ্ঞপ্তিতে এ তথ্য জানানো হয়েছে।	[963, 248, 1142, 417]
paragraph-text: নিহত সেনা কর্মকর্তাদের পরিবারের সদস্যরা বলছেন, প্রতি বছর এই দিনটি এলে তাদের বেদনা নতুন করে জেগে ওঠে। স্বজন হারানোর কষ্ট কখনো ভোলার নয়। তারা চান, এই নৃশংস হত্যাকাণ্ডের পেছনে যারা ছিল, তাদের সবার মুখোশ উন্মোচিত হোক। ষড়যন্ত্রকারীদের খুঁজে বের করে আইনের আওতায় আনা হোক।	[712, 1279, 945, 1370]
story-paragraph	[1162, 733, 1524, 812]
continuation-marker: (শেষের পৃষ্ঠার পর)	[963, 480, 1049, 493]
story-headline[interactable]: এক ঢাকায় এত	[136, 1033, 274, 1060]
story-separator	[390, 1226, 692, 1227]
story-headline[interactable]: ১৪ বছরেও গতি	[754, 808, 902, 835]
signatory-name: লে: কর্নেল মো: খিজির খান	[1221, 2183, 1389, 2200]
story-help-appeal	[390, 508, 692, 822]
story-separator	[390, 828, 692, 829]
story-paragraph	[712, 1165, 945, 1275]
ad-title-banner: লিখিত পরীক্ষা গ্রহণের বিজ্ঞপ্তি	[823, 1957, 1513, 2007]
continuation-marker: (প্রথম পৃষ্ঠার পর)	[963, 850, 1040, 863]
story-body	[963, 849, 1142, 1103]
paragraph-text: সাহায্য পাঠানোর ঠিকানা: ইস্কান্দার আলী, বিকাশ নম্বর: ০১৯১২৩৪৫৬৭৮। যোগাযোগ: ০১৭১২৩৪৫৬৭৮।	[390, 718, 692, 747]
paragraph-text: অস্ট্রেলিয়ার সঙ্গে বৃহস্পতিবারের প্রথম সেমিফাইনালে নাটকীয় জয়ের পর গতকাল দ্বিতীয় সেমিফাইনালে মুখোমুখি হয় ইংল্যান্ড ও দক্ষিণ আফ্রিকা। টসে জিতে ব্যাট করার সিদ্ধান্ত নেয় প্রোটিয়ারা। ওপেনার তাজমিন ব্রিটস ও লরা উলভার্টের দুর্দান্ত ব্যাটিংয়ে বড় সংগ্রহের ভিত পায় দলটি। ব্রিটস ৬৮ রান করেন। উলভার্ট করেন ৫৩ রান। নির্ধারিত ২০ ওভারে ৪ উইকেটে ১৬৪ রান সংগ্রহ করে দক্ষিণ আফ্রিকা।	[44, 650, 366, 741]
story-headline[interactable]: দক্ষিণ আফ্রিকায়	[995, 1205, 1110, 1225]
story-paragraph	[44, 1181, 366, 1291]
story-paragraph	[44, 289, 366, 368]
story-body	[1162, 207, 1524, 417]
story-paragraph	[390, 1466, 692, 1482]
story-paragraph	[1162, 881, 1524, 944]
story-paragraph	[1162, 1280, 1524, 1343]
story-body	[1162, 733, 1524, 1025]
story-paragraph	[1162, 947, 1524, 1026]
paragraph-text: রাষ্ট্রপক্ষের আইনজীবীরা জানান, বিস্ফোরক মামলায় এক হাজার ৩০০-এর বেশি সাক্ষীর মধ্যে এ পর্যন্ত প্রায় ২৭০ জনের সাক্ষ্য নেওয়া হয়েছে। সাক্ষীদের হাজির করতে সময় লাগছে। অনেক সাক্ষী ঠিকানা পরিবর্তন করেছেন। কেউ কেউ মারা গেছেন। ফলে মামলার বিচার কবে শেষ হবে, তা নিশ্চিত করে বলা যাচ্ছে না।	[712, 971, 945, 1063]
paragraph-text: নগরবিদরা বলছেন, ঢাকার চারপাশের নদীগুলো দখল ও দূষণে মৃতপ্রায়। খাল ভরাট করে গড়ে উঠেছে বসতি। সামান্য বৃষ্টিতেই তলিয়ে যায় রাস্তাঘাট। বায়ুদূষণে বিশ্বের শীর্ষ শহরের তালিকায় প্রায়ই প্রথম স্থানে থাকে ঢাকা। শব্দদূষণও মাত্রা ছাড়িয়েছে। এসব সমস্যা সমাধানে দীর্ঘমেয়াদি সমন্বিত পরিকল্পনা প্রয়োজন বলে মত তাদের।	[44, 1375, 366, 1452]
story-paragraph	[44, 1067, 366, 1177]
story-body	[44, 1067, 366, 1453]
paragraph-text: আমাদের দেশে আইনের শাসন প্রতিষ্ঠায় সবার সম্মিলিত প্রচেষ্টা প্রয়োজন। বিচার বিভাগের স্বাধীনতা নিশ্চিত করতে হবে। সাধারণ মানুষ যেন সহজে ন্যায়বিচার পায়, সে ব্যবস্থা করতে হবে। বক্তারা বলেন, মামলার জট কমাতে বিচারক সংখ্যা বাড়ানো জরুরি।	[390, 1269, 692, 1329]
paragraph-text: সভায় 'BLEEDING RAKHINE' শীর্ষক বইয়ের মোড়ক উন্মোচন করা হয়। বইটিতে রোহিঙ্গাদের ওপর নির্যাতনের চিত্র তুলে ধরা হয়েছে। বক্তারা রোহিঙ্গাদের নিরাপদ ও মর্যাদাপূর্ণ প্রত্যাবাসনে আন্তর্জাতিক সম্প্রদায়ের জোরালো ভূমিকা প্রত্যাশা করেন।	[390, 1401, 692, 1461]
paragraph-text: সূত্র জানায়, যেসব কর্মকর্তা তিন বছরের বেশি সময় এক কর্মস্থলে আছেন, তাদের বদলি করা হবে। ইতোমধ্যে তালিকা তৈরির কাজ শুরু হয়েছে। বিভাগীয় কমিশনারদের কাছ থেকেও মতামত নেওয়া হচ্ছে। নির্বাচন কমিশনের সঙ্গে পরামর্শ করেই রদবদল করা হবে বলে জানিয়েছেন সংশ্লিষ্ট কর্মকর্তারা।	[1162, 815, 1524, 876]
story-headline[interactable]: দেশে আইনের	[478, 1234, 603, 1261]
story-paragraph	[963, 479, 1142, 573]
continuation-marker: (প্রথম পৃষ্ঠার পর)	[44, 1876, 126, 1889]
story-paragraph	[712, 207, 945, 348]
masthead	[44, 71, 1524, 155]
story-body	[390, 1268, 692, 1482]
signatory-org: কক্সবাজার উন্নয়ন কর্তৃপক্ষ	[1227, 2231, 1383, 2249]
story-body	[390, 253, 692, 445]
